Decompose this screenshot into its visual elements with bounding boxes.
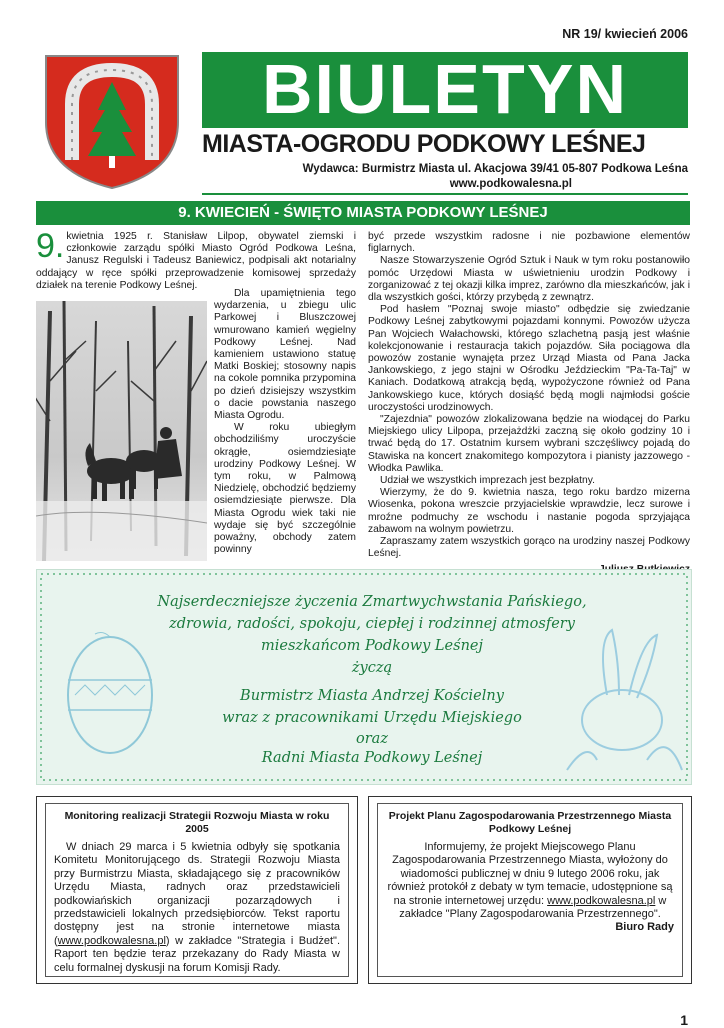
side-paragraph-1: Dla upamiętnienia tego wydarzenia, u zbiegu ulic Parkowej i Bluszczowej wmurowano kamień węgielny Podkowy Leśnej. Nad kamieniem ustawiono statuę Matki Boskiej; stosowny napis na cokole pomnika przypomina po dzień dzisiejszy wszystkim o dacie powstania naszego Miasta Ogrodu. [214,288,356,422]
zoning-plan-box [368,796,692,984]
easter-wishes-panel [36,569,692,785]
article-side-column [214,288,356,556]
right-paragraph-2: Nasze Stowarzyszenie Ogród Sztuk i Nauk w tym roku postanowiło pomóc Urzędowi Miasta w uświetnieniu urodzin Podkowy i zorganizować z tej okazji kilka imprez, zarówno dla mieszkańców, jak i dla wszystkich gości, którzy przybędą z zewnątrz. [368,255,690,304]
wishes-line-5: Burmistrz Miasta Andrzej Kościelny [240,688,504,704]
zoning-text-part1: Informujemy, że projekt Miejscowego Planu Zagospodarowania Przestrzennego Miasta, wyłożony do wiadomości publicznej w dniu 9 lutego 2006 roku, jak również protokół z debaty w tym temacie, udostępnione są na stronie internetowej urzędu: [387,841,673,907]
article-headline: 9. KWIECIEŃ - ŚWIĘTO MIASTA PODKOWY LEŚNEJ [36,201,690,225]
monitoring-text-part1: W dniach 29 marca i 5 kwietnia odbyły się spotkania Komitetu Monitorującego ds. Strategii Rozwoju Miasta przy Burmistrzu Miasta, składającego się z pracowników Urzędu Miasta, radnych oraz przedstawicieli podkowiańskich organizacji pozarządowych i przedstawicieli lokalnych przedsiębiorców. Tekst raportu dostępny jest na stronie internetowe miasta ( [54,841,340,947]
city-crest-icon [38,52,186,190]
masthead-banner [202,52,688,128]
wishes-line-6: wraz z pracownikami Urzędu Miejskiego [222,710,522,726]
monitoring-title: Monitoring realizacji Strategii Rozwoju Miasta w roku 2005 [64,810,330,835]
article-right-column [368,231,690,577]
wishes-line-1: Najserdeczniejsze życzenia Zmartwychwstania Pańskiego, [157,594,587,610]
right-paragraph-4: "Zajezdnia" powozów zlokalizowana będzie na wiodącej do Parku Miejskiego ulicy Lilpopa, przejażdżki zaczną się około godziny 10 i trwać będą do 17. Ostatnim kursem wybrani szczęśliwcy pojadą do Stawiska na koncert znakomitego kompozytora i pianisty jazzowego - Włodka Pawlika. [368,414,690,474]
article-lead [36,227,356,292]
right-paragraph-7: Zapraszamy zatem wszystkich gorąco na urodziny naszej Podkowy Leśnej. [368,536,690,560]
wishes-line-7: oraz [356,731,388,747]
right-paragraph-6: Wierzymy, że do 9. kwietnia nasza, tego roku bardzo mizerna Wiosenka, pokona wreszcie przyjacielskie wprawdzie, lecz surowe i mroźne podmuchy ze wschodu i nastanie pogoda sprzyjająca zabawom na wolnym powietrzu. [368,487,690,535]
monitoring-text-part2: ) w zakładce "Strategia i Budżet". Raport ten będzie teraz przekazany do Rady Miasta w celu formalnej dyskusji na forum Komisji Rady. [54,934,340,974]
monitoring-box [36,796,358,984]
zoning-plan-link[interactable]: www.podkowalesna.pl [547,894,656,907]
right-paragraph-3: Pod hasłem "Poznaj swoje miasto" odbędzie się zwiedzanie Podkowy Leśnej zabytkowymi pojazdami konnymi. Powozów użycza Pan Wojciech Wałachowski, którego szlachetną pasją jest właśnie kolekcjonowanie i restauracja takich pojazdów. Siła pociągowa dla powozów zostanie wynajęta przez Urząd Miasta od Pana Jacka Jankowskiego, z jego stajni w Ośrodku Jeździeckim "Pa-Ta-Taj" w Kaniach. Dodatkową atrakcją będą, wypożyczone również od Pana Jankowskiego kuce, których dosiąść będą mogli najmłodsi goście uroczystości urodzinowych. [368,304,690,413]
wishes-line-2: zdrowia, radości, spokoju, ciepłej i rodzinnej atmosfery [169,616,575,632]
zoning-plan-signature: Biuro Rady [615,921,674,934]
monitoring-link[interactable]: www.podkowalesna.pl [57,934,166,947]
side-paragraph-2: W roku ubiegłym obchodziliśmy uroczyście okrągłe, osiemdziesiąte urodziny Podkowy Leśnej. W tym roku, w Palmową Niedzielę, obchodzić będziemy osiemdziesiąte pierwsze. Dla Miasta Ogrodu wiek taki nie wydaje się być szczególnie poważny, obchody zatem powinny [214,422,356,556]
zoning-text-part2: w zakładce "Plany Zagospodarowania Przestrzennego". [399,894,667,921]
masthead-subtitle: MIASTA-OGRODU PODKOWY LEŚNEJ [202,130,646,158]
right-paragraph-1: być przede wszystkim radosne i nie pozbawione elementów figlarnych. [368,231,690,255]
right-paragraph-5: Udział we wszystkich imprezach jest bezpłatny. [380,475,595,487]
monitoring-text [54,841,340,975]
masthead-rule [202,193,688,195]
dropcap: 9. [36,227,65,265]
wishes-line-3: mieszkańcom Podkowy Leśnej [260,638,483,654]
website-link[interactable]: www.podkowalesna.pl [449,178,572,190]
wishes-line-8: Radni Miasta Podkowy Leśnej [261,750,483,766]
publisher-line: Wydawca: Burmistrz Miasta ul. Akacjowa 39/41 05-807 Podkowa Leśna [302,163,688,175]
masthead-title: BIULETYN [262,50,628,128]
issue-number: NR 19/ kwiecień 2006 [562,27,688,41]
wishes-line-4: życzą [351,660,393,676]
sleigh-painting-image [36,301,207,561]
lead-text: kwietnia 1925 r. Stanisław Lilpop, obywatel ziemski i członkowie zarządu spółki Miasto Ogród Podkowa Leśna, Janusz Regulski i Tadeusz Baniewicz, podpisali akt notarialny oddający w ręce spółki przeprowadzenie komisowej sprzedaży działek na terenie Podkowy Leśnej. [36,231,356,291]
page-number: 1 [680,1012,688,1028]
zoning-plan-title: Projekt Planu Zagospodarowania Przestrzennego Miasta Podkowy Leśnej [388,810,672,835]
zoning-plan-text [386,841,674,921]
